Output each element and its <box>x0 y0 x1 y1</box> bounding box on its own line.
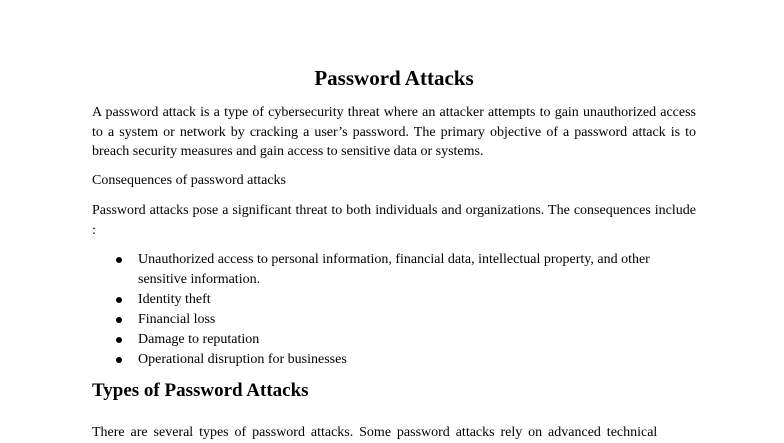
bullet-icon <box>116 257 122 263</box>
list-item <box>92 330 696 350</box>
bullet-icon <box>116 297 122 303</box>
bullet-icon <box>116 317 122 323</box>
list-item <box>92 290 696 310</box>
list-item-text: Identity theft <box>138 292 211 307</box>
list-item-text: Operational disruption for businesses <box>138 352 347 367</box>
intro-paragraph: A password attack is a type of cybersecurity threat where an attacker attempts to gain unauthorized access to a system or network by cracking a user’s password. The primary objective of a password attack is to breach security measures and gain access to sensitive data or systems. <box>92 105 696 159</box>
list-item-text: Damage to reputation <box>138 332 260 347</box>
consequences-intro-paragraph: Password attacks pose a significant threat to both individuals and organizations. The consequences include : <box>92 203 696 238</box>
bullet-icon <box>116 337 122 343</box>
list-item-text: Unauthorized access to personal information, financial data, intellectual property, and other sensitive information. <box>138 252 650 287</box>
types-intro-paragraph: There are several types of password attacks. Some password attacks rely on advanced technical <box>92 425 658 440</box>
list-item-text: Financial loss <box>138 312 216 327</box>
page-title: Password Attacks <box>314 66 474 90</box>
consequences-list <box>92 250 696 370</box>
bullet-icon <box>116 357 122 363</box>
list-item <box>92 250 696 290</box>
list-item <box>92 310 696 330</box>
section-heading: Types of Password Attacks <box>92 380 309 401</box>
consequences-heading: Consequences of password attacks <box>92 173 287 188</box>
list-item <box>92 350 696 370</box>
